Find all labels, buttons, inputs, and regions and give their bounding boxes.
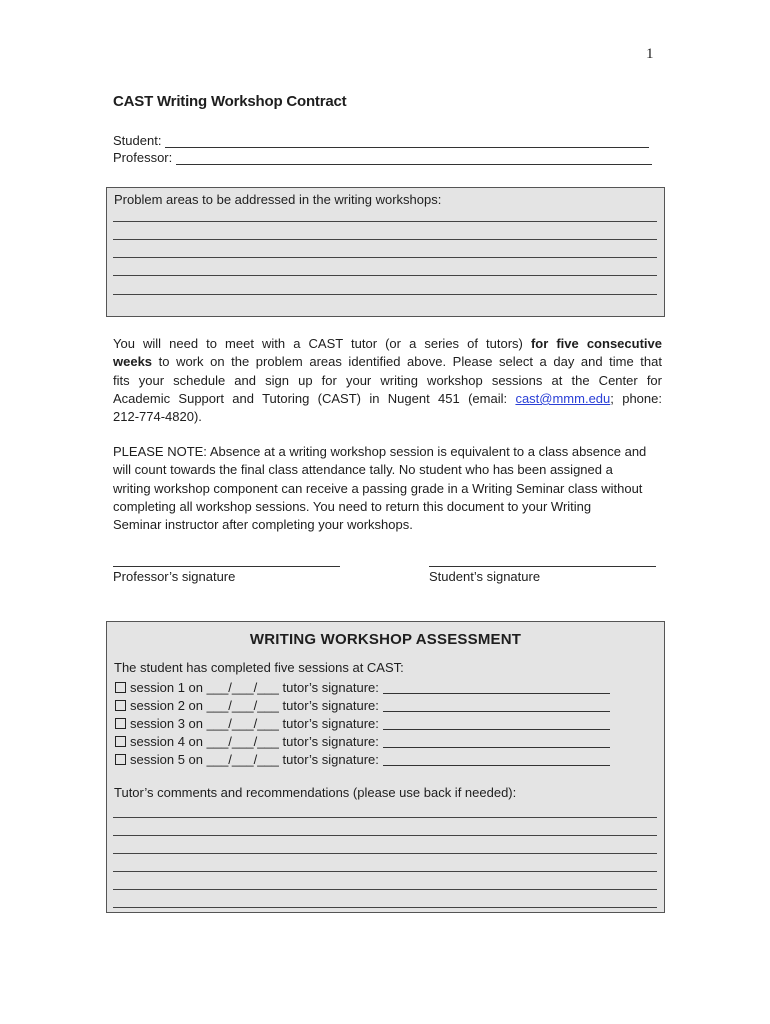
- para2-line3: writing workshop component can receive a passing grade in a Writing Seminar class without: [113, 480, 643, 496]
- comment-line-5[interactable]: [113, 889, 657, 890]
- student-signature-label: Student’s signature: [429, 569, 541, 584]
- session-5-checkbox[interactable]: [115, 754, 126, 765]
- session-2-label: session 2 on ___/___/___ tutor’s signature:: [130, 697, 379, 713]
- session-5-signature-line[interactable]: [383, 753, 610, 766]
- comment-line-1[interactable]: [113, 817, 657, 818]
- session-row-1: [115, 678, 610, 696]
- session-4-signature-line[interactable]: [383, 735, 610, 748]
- problem-line-5[interactable]: [113, 294, 657, 295]
- session-1-checkbox[interactable]: [115, 682, 126, 693]
- professor-line[interactable]: [176, 153, 652, 165]
- session-3-checkbox[interactable]: [115, 718, 126, 729]
- student-signature-line[interactable]: [429, 566, 656, 567]
- session-row-2: [115, 696, 610, 714]
- professor-signature-label: Professor’s signature: [113, 569, 236, 584]
- assessment-title: WRITING WORKSHOP ASSESSMENT: [249, 631, 522, 648]
- para1-line4: Academic Support and Tutoring (CAST) in Nugent 451 (email: cast@mmm.edu; phone:: [113, 390, 662, 406]
- para1-line3: fits your schedule and sign up for your writing workshop sessions at the Center for: [113, 372, 662, 388]
- session-2-signature-line[interactable]: [383, 699, 610, 712]
- comment-line-6[interactable]: [113, 907, 657, 908]
- session-4-checkbox[interactable]: [115, 736, 126, 747]
- document-title: CAST Writing Workshop Contract: [113, 93, 347, 110]
- problem-line-2[interactable]: [113, 239, 657, 240]
- para2-line1: PLEASE NOTE: Absence at a writing workshop session is equivalent to a class absence and: [113, 444, 647, 459]
- para1-line2: weeks to work on the problem areas identified above. Please select a day and time that: [113, 354, 662, 370]
- session-row-4: [115, 732, 610, 750]
- instructions-paragraph: [113, 335, 662, 426]
- session-row-5: [115, 750, 610, 768]
- email-link[interactable]: cast@mmm.edu: [515, 390, 611, 406]
- student-line[interactable]: [165, 136, 649, 148]
- problem-line-1[interactable]: [113, 221, 657, 222]
- note-paragraph: [113, 443, 673, 534]
- assessment-intro: The student has completed five sessions at CAST:: [114, 660, 404, 675]
- para1-line5: 212-774-4820).: [113, 409, 202, 425]
- student-label: Student:: [113, 133, 162, 148]
- problem-line-4[interactable]: [113, 275, 657, 276]
- para1-line1: You will need to meet with a CAST tutor (or a series of tutors) for five consecutive: [113, 336, 662, 351]
- session-3-signature-line[interactable]: [383, 717, 610, 730]
- assessment-box: [106, 621, 665, 913]
- session-1-signature-line[interactable]: [383, 681, 610, 694]
- comment-line-3[interactable]: [113, 853, 657, 854]
- para2-line5: Seminar instructor after completing your workshops.: [113, 517, 413, 533]
- session-5-label: session 5 on ___/___/___ tutor’s signature:: [130, 751, 379, 767]
- professor-field[interactable]: [113, 150, 652, 165]
- student-field[interactable]: [113, 133, 649, 148]
- page-number: 1: [646, 46, 654, 62]
- comment-line-4[interactable]: [113, 871, 657, 872]
- professor-label: Professor:: [113, 150, 173, 165]
- session-2-checkbox[interactable]: [115, 700, 126, 711]
- session-3-label: session 3 on ___/___/___ tutor’s signature:: [130, 715, 379, 731]
- session-row-3: [115, 714, 610, 732]
- problem-areas-label: Problem areas to be addressed in the writing workshops:: [114, 192, 442, 207]
- session-1-label: session 1 on ___/___/___ tutor’s signature:: [130, 679, 379, 695]
- comments-label: Tutor’s comments and recommendations (please use back if needed):: [114, 785, 517, 800]
- problem-line-3[interactable]: [113, 257, 657, 258]
- para2-line4: completing all workshop sessions. You need to return this document to your Writing: [113, 498, 592, 514]
- comment-line-2[interactable]: [113, 835, 657, 836]
- para2-line2: will count towards the final class attendance tally. No student who has been assigned a: [113, 462, 613, 478]
- session-4-label: session 4 on ___/___/___ tutor’s signature:: [130, 733, 379, 749]
- professor-signature-line[interactable]: [113, 566, 340, 567]
- problem-areas-box: [106, 187, 665, 317]
